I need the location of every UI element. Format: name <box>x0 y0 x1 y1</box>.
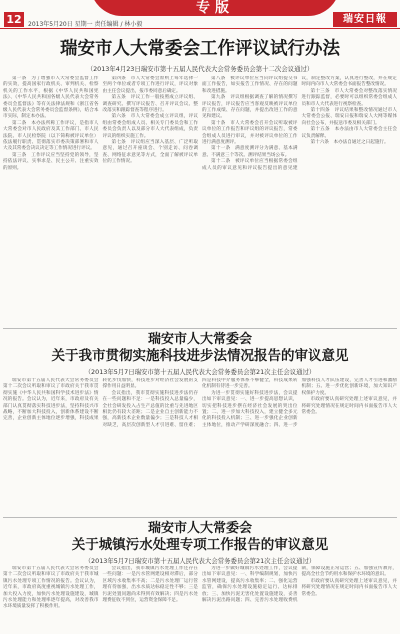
article3-subtitle: （2013年5月7日瑞安市第十五届人民代表大会常务委员会第21次主任会议通过） <box>84 557 316 565</box>
article2-title-line1: 瑞安市人大常委会 <box>147 332 252 347</box>
paragraph: 第十五条 本办法由市人大常委会主任会议负责解释。 <box>301 127 397 139</box>
article1-body <box>3 76 397 326</box>
top-rule <box>0 28 400 29</box>
paragraph: 第二条 本办法所称工作评议，是指市人大常委会对市人民政府及其工作部门、市人民法院、市人民检察院（以下简称被评议单位）依法履行职责、贯彻落实市委决策部署和市人大及其常委会决议决定等工作情况进行评议。 <box>3 120 99 152</box>
page-number: 12 <box>4 12 24 27</box>
section-label: 专版 <box>196 0 234 16</box>
paragraph: 瑞安市第十五届人民代表大会常务委员会第十二次会议听取和审议了市政府关于我市贯彻实施《中华人民共和国科学技术进步法》情况的报告。会议认为，近年来，市政府及有关部门认真贯彻落实科技进步法，坚持科技兴市战略，不断加大科技投入，创新体系建设不断完善，企业创新主体地位逐步增强，科技成果转化步伐加快，科技进步对经济社会发展的支撑作用日益明显。 <box>3 378 198 422</box>
paragraph: 会议指出，我市贯彻实施科技进步法仍存在一些问题和不足：一是科技投入总量偏少，全社会研发投入占生产总值的比重与先进地区相比仍有较大差距；二是企业自主创新能力不强，高新技术企业数量偏少；三是科技人才相对缺乏，高层次创新型人才引进难、留住难；四是科技中介服务体系不够健全，科技成果转化机制有待进一步完善。 <box>102 378 298 428</box>
paragraph: 市政府要认真研究处理上述审议意见，并将研究处理情况在规定时间内书面报告市人大常委会。 <box>301 397 397 416</box>
section-divider <box>3 517 397 518</box>
article2-title-line2: 关于我市贯彻实施科技进步法情况报告的审议意见 <box>51 348 349 364</box>
article2-body <box>3 378 397 516</box>
paragraph: 第五条 评议工作一般按照成立评议组、调查研究、撰写评议报告、召开评议会议、整改落实和跟踪督查等程序进行。 <box>102 95 198 114</box>
paragraph: 第十三条 市人大常委会对整改落实情况进行跟踪监督，必要时可以组织常委会组成人员和市人大代表进行视察检查。 <box>301 88 397 107</box>
paragraph: 瑞安市第十五届人民代表大会常务委员会第十二次会议听取和审议了市政府关于我市城镇污水处理专项工作情况的报告。会议认为，近年来，市政府高度重视城镇污水处理工作，加大投入力度，加快污水处理设施建设，城镇污水处理能力和处理率逐年提高，对改善我市水环境质量发挥了积极作用。 <box>3 566 99 610</box>
section-banner <box>90 0 340 16</box>
paragraph: 为进一步做好城镇污水处理工作，会议提出如下审议意见：一、科学编制规划，加快污水管网建设，提高污水收集率；二、强化运营监管，确保污水处理设施稳定运行、达标排放；三、加快污泥无害化处置设施建设，妥善解决污泥出路问题；四、完善污水处理收费机制，保障设施正常运营；五、加强宣传教育，提高全社会节约用水和保护水环境的意识。 <box>202 566 397 604</box>
paragraph: 第十条 市人大常委会召开会议听取被评议单位的工作报告和评议组的评议报告，常委会组成人员进行审议，并对被评议单位的工作进行满意度测评。 <box>202 120 298 146</box>
newspaper-logo: 瑞安日報 <box>333 12 397 27</box>
paragraph: 第十二条 被评议单位应当根据常委会组成人员的审议意见和评议报告提出的意见建议，制定整改方案，认真进行整改，并在规定时间内向市人大常委会书面报告整改情况。 <box>202 76 397 171</box>
paragraph: 第一条 为了增强市人大常委会监督工作的实效，提高国家行政机关、审判机关、检察机关的工作水平，根据《中华人民共和国宪法》、《中华人民共和国各级人民代表大会常务委员会监督法》等有关法律法规和《浙江省各级人民代表大会常务委员会监督条例》，结合本市实际，制定本办法。 <box>3 76 99 120</box>
article3-body <box>3 566 397 632</box>
article3-title-line2: 关于城镇污水处理专项工作报告的审议意见 <box>71 537 329 553</box>
paragraph: 第六条 市人大常委会成立评议组，评议组由常委会组成人员、相关专门委员会和工作委员会负责人以及部分市人大代表组成，负责评议的组织实施工作。 <box>102 114 198 139</box>
article3-title-line1: 瑞安市人大常委会 <box>147 521 252 536</box>
paragraph: 第七条 评议组应当深入基层、广泛听取意见，通过召开座谈会、个别走访、问卷调查、网络征求意见等方式，全面了解被评议单位的工作情况。 <box>102 140 198 165</box>
paragraph: 第八条 被评议单位应当向评议组提交书面工作报告，如实报告工作情况、存在的问题和改进措施。 <box>202 76 298 94</box>
paragraph: 第十六条 本办法自通过之日起施行。 <box>310 140 389 146</box>
article1-subtitle: （2013年4月23日瑞安市第十五届人民代表大会常务委员会第十二次会议通过） <box>86 65 314 73</box>
paragraph: 第十一条 满意度测评分为满意、基本满意、不满意三个等次。测评结果当场公布。 <box>202 146 298 158</box>
article1-title: 瑞安市人大常委会工作评议试行办法 <box>60 39 340 59</box>
section-divider <box>3 328 397 329</box>
paragraph: 第十四条 评议结果和整改情况通过市人大常委会公报、瑞安日报和瑞安人大网等媒体向社会公布，并报送市委及相关部门。 <box>301 108 397 126</box>
paragraph: 第三条 工作评议应当坚持党的领导，坚持依法评议、实事求是、民主公开、注重实效的原则。 <box>3 152 99 171</box>
paragraph: 会议指出，我市城镇污水处理工作还存在一些问题：一是污水管网建设相对滞后，部分区域污水收集率不高；二是污水处理厂运行管理有待加强，出水水质达标稳定性不够；三是污泥处置问题尚未得到有效解决；四是污水处理费征收不到位，运营资金保障不足。 <box>102 566 198 604</box>
article2-subtitle: （2013年5月7日瑞安市第十五届人民代表大会常务委员会第21次主任会议通过） <box>84 368 316 376</box>
masthead <box>0 0 400 28</box>
dateline: 2013年5月20日 星期一 责任编辑 / 林小毅 <box>28 21 143 28</box>
paragraph: 第四条 市人大常委会原则上每年选择一至两个单位或者专项工作进行评议，评议对象由主任会议提出，报市委同意后确定。 <box>102 76 198 94</box>
paragraph: 第九条 评议组根据调查了解的情况撰写评议报告，评议报告应当客观反映被评议单位的工作成绩、存在问题，并提出改进工作的意见和建议。 <box>202 95 298 120</box>
paragraph: 市政府要认真研究处理上述审议意见，并将研究处理情况在规定时间内书面报告市人大常委会。 <box>301 578 397 597</box>
paragraph: 为进一步贯彻实施好科技进步法，会议提出如下审议意见：一、进一步提高思想认识，切实把科技进步摆在经济社会发展的突出位置；二、进一步加大科技投入，建立健全多元化的科技投入机制；三、进一步强化企业创新主体地位，推动产学研深度融合；四、进一步加强科技人才队伍建设，完善人才引进和激励机制；五、进一步优化创新环境，加大知识产权保护力度。 <box>202 378 397 428</box>
